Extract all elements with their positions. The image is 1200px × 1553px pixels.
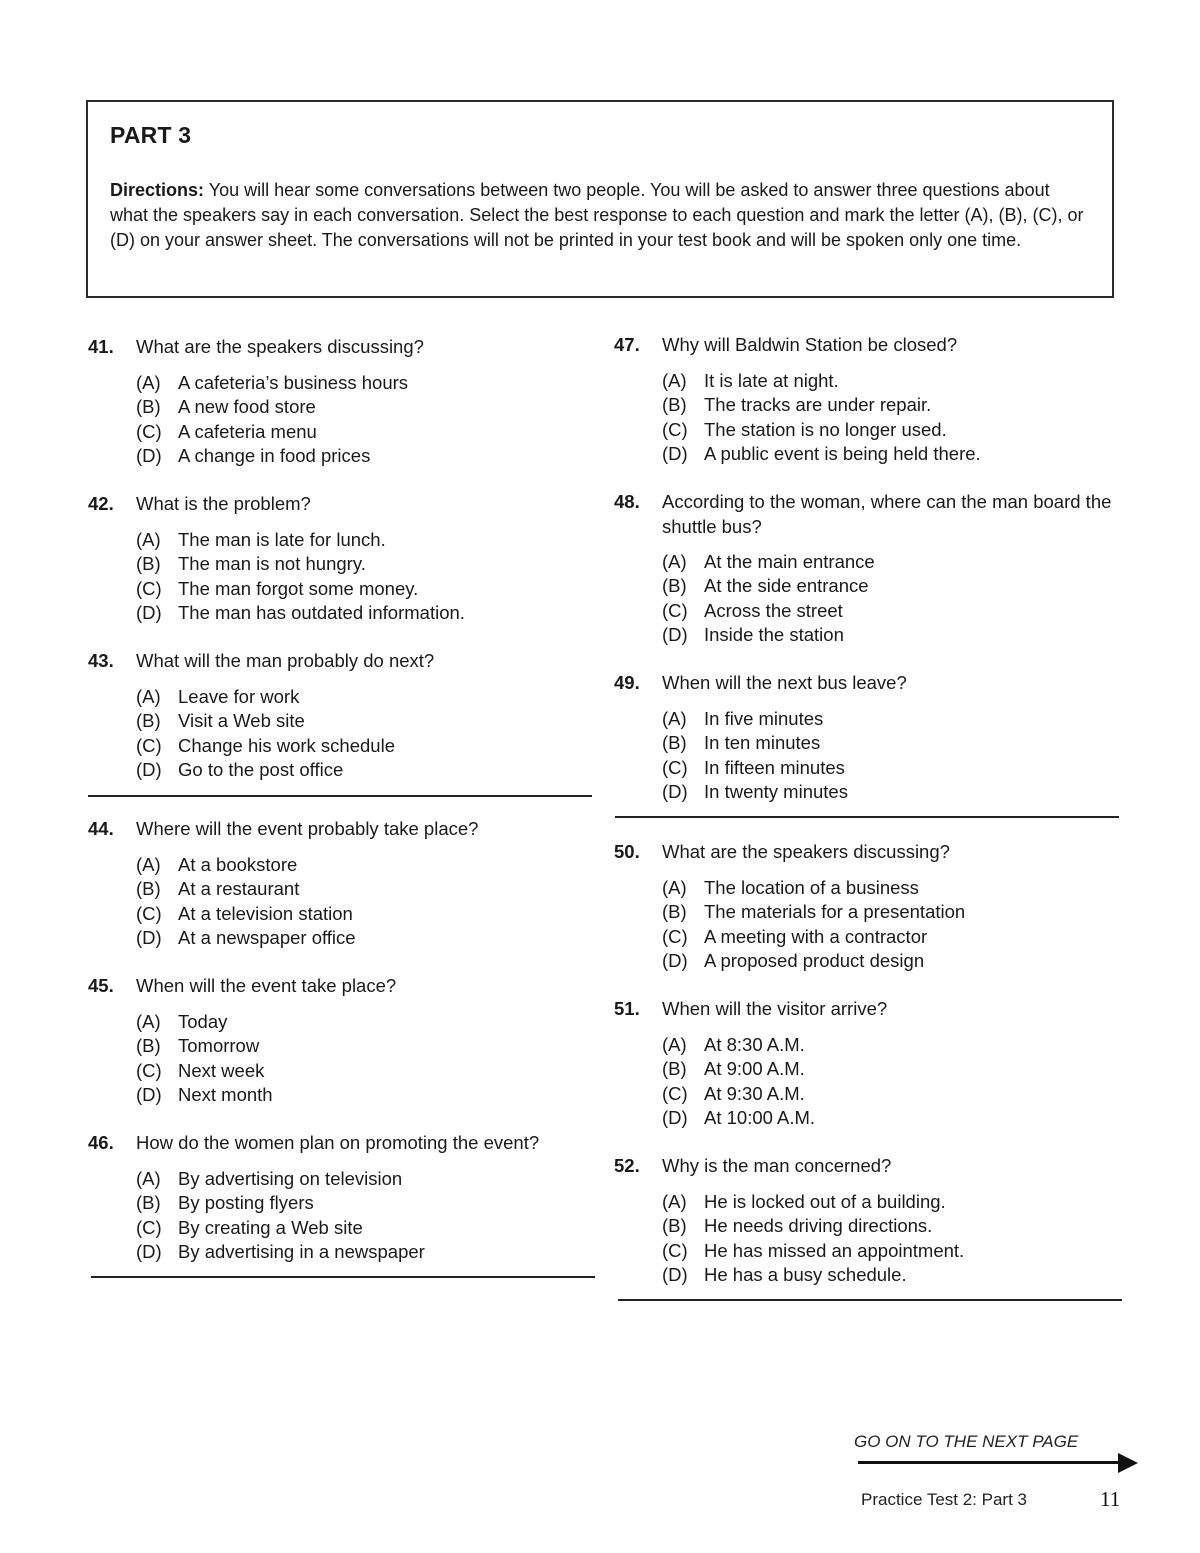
option-text: The man forgot some money. bbox=[178, 577, 419, 599]
page-number: 11 bbox=[1100, 1487, 1121, 1511]
option-letter: (B) bbox=[662, 575, 687, 597]
option-letter: (A) bbox=[136, 686, 161, 707]
directions-label: Directions: bbox=[110, 180, 205, 200]
question-text: Why is the man concerned? bbox=[662, 1155, 892, 1176]
option-text: A change in food prices bbox=[178, 444, 371, 466]
footer-label: Practice Test 2: Part 3 bbox=[861, 1490, 1027, 1509]
section-divider bbox=[618, 1299, 1122, 1301]
option-text: In fifteen minutes bbox=[704, 756, 845, 778]
option-text: At a bookstore bbox=[178, 854, 298, 875]
option-letter: (D) bbox=[662, 623, 688, 645]
option-letter: (A) bbox=[136, 1168, 161, 1189]
option-text: At a restaurant bbox=[178, 878, 300, 900]
option-text: The materials for a presentation bbox=[704, 901, 966, 923]
option-letter: (C) bbox=[662, 756, 688, 778]
option-letter: (B) bbox=[136, 553, 161, 575]
option-letter: (B) bbox=[136, 396, 161, 418]
option-letter: (A) bbox=[662, 370, 687, 391]
arrow-head-icon bbox=[1118, 1453, 1138, 1473]
option-text: He is locked out of a building. bbox=[704, 1191, 946, 1212]
option-text: He needs driving directions. bbox=[704, 1215, 933, 1237]
option-letter: (D) bbox=[662, 780, 688, 802]
option-text: Change his work schedule bbox=[178, 734, 395, 756]
option-text: A new food store bbox=[178, 396, 316, 418]
option-text: Tomorrow bbox=[178, 1035, 260, 1057]
option-text: At 9:00 A.M. bbox=[704, 1058, 805, 1080]
option-text: At the main entrance bbox=[704, 551, 875, 572]
option-text: A cafeteria’s business hours bbox=[178, 372, 409, 393]
option-text: By posting flyers bbox=[178, 1192, 314, 1214]
question-number: 43. bbox=[88, 650, 114, 671]
option-letter: (B) bbox=[136, 1192, 161, 1214]
option-letter: (A) bbox=[662, 1191, 687, 1212]
question-text: What will the man probably do next? bbox=[136, 650, 435, 671]
option-letter: (B) bbox=[662, 1215, 687, 1237]
section-divider bbox=[91, 1276, 595, 1278]
option-letter: (B) bbox=[662, 394, 687, 416]
option-text: A proposed product design bbox=[704, 949, 925, 971]
option-letter: (B) bbox=[662, 732, 687, 754]
option-letter: (C) bbox=[136, 1059, 162, 1081]
directions-body: You will hear some conversations between two people. You will be asked to answer three questions about what the speakers say in each conversation. Select the best response to each question and mark the letter (A), (B), (C), or (D) on your answer sheet. The conversations will not be printed in your test book and will be spoken only one time. bbox=[110, 180, 1084, 250]
option-text: In ten minutes bbox=[704, 732, 821, 754]
section-divider bbox=[88, 795, 592, 797]
option-letter: (D) bbox=[662, 1106, 688, 1128]
option-letter: (B) bbox=[662, 1058, 687, 1080]
question-number: 46. bbox=[88, 1132, 114, 1153]
option-text: Across the street bbox=[704, 599, 843, 621]
option-letter: (A) bbox=[662, 877, 687, 898]
option-text: He has a busy schedule. bbox=[704, 1263, 907, 1285]
option-text: By advertising in a newspaper bbox=[178, 1240, 425, 1262]
question-number: 45. bbox=[88, 975, 114, 996]
option-letter: (D) bbox=[662, 442, 688, 464]
option-text: A public event is being held there. bbox=[704, 442, 981, 464]
question-text: Why will Baldwin Station be closed? bbox=[662, 334, 958, 355]
section-divider bbox=[615, 816, 1119, 818]
option-text: A cafeteria menu bbox=[178, 420, 317, 442]
option-text: The man is not hungry. bbox=[178, 553, 366, 575]
question-number: 48. bbox=[614, 491, 640, 512]
option-letter: (D) bbox=[136, 444, 162, 466]
option-text: At 8:30 A.M. bbox=[704, 1034, 805, 1055]
question-number: 41. bbox=[88, 336, 114, 357]
option-letter: (D) bbox=[662, 1263, 688, 1285]
option-text: At 10:00 A.M. bbox=[704, 1106, 816, 1128]
question-number: 52. bbox=[614, 1155, 640, 1176]
option-letter: (D) bbox=[136, 758, 162, 780]
option-text: At a television station bbox=[178, 902, 353, 924]
option-text: Leave for work bbox=[178, 686, 300, 707]
next-page-notice: GO ON TO THE NEXT PAGE bbox=[854, 1432, 1079, 1451]
question-number: 51. bbox=[614, 998, 640, 1019]
option-letter: (B) bbox=[136, 878, 161, 900]
option-text: At a newspaper office bbox=[178, 926, 356, 948]
option-text: It is late at night. bbox=[704, 370, 839, 391]
option-letter: (D) bbox=[662, 949, 688, 971]
option-letter: (C) bbox=[136, 577, 162, 599]
option-letter: (C) bbox=[662, 1082, 688, 1104]
option-text: The man has outdated information. bbox=[178, 601, 465, 623]
option-text: The location of a business bbox=[704, 877, 919, 898]
option-text: By creating a Web site bbox=[178, 1216, 363, 1238]
option-letter: (B) bbox=[136, 710, 161, 732]
option-letter: (C) bbox=[136, 902, 162, 924]
arrow-icon bbox=[858, 1461, 1120, 1464]
option-letter: (A) bbox=[662, 708, 687, 729]
question-text: What are the speakers discussing? bbox=[136, 336, 424, 357]
part-title: PART 3 bbox=[110, 122, 192, 148]
option-letter: (A) bbox=[662, 1034, 687, 1055]
directions-box bbox=[86, 100, 1114, 298]
option-letter: (C) bbox=[662, 925, 688, 947]
option-letter: (C) bbox=[136, 420, 162, 442]
option-letter: (B) bbox=[136, 1035, 161, 1057]
question-number: 47. bbox=[614, 334, 640, 355]
question-text: According to the woman, where can the man board the shuttle bus? bbox=[662, 491, 1112, 537]
question-text: What are the speakers discussing? bbox=[662, 841, 950, 862]
option-text: In twenty minutes bbox=[704, 780, 848, 802]
option-text: The man is late for lunch. bbox=[178, 529, 386, 550]
option-text: By advertising on television bbox=[178, 1168, 403, 1189]
option-text: Visit a Web site bbox=[178, 710, 305, 732]
option-text: The station is no longer used. bbox=[704, 418, 947, 440]
option-text: At 9:30 A.M. bbox=[704, 1082, 805, 1104]
option-letter: (D) bbox=[136, 1083, 162, 1105]
question-number: 42. bbox=[88, 493, 114, 514]
option-letter: (C) bbox=[136, 1216, 162, 1238]
option-text: In five minutes bbox=[704, 708, 824, 729]
option-letter: (C) bbox=[662, 599, 688, 621]
question-text: When will the visitor arrive? bbox=[662, 998, 888, 1019]
option-letter: (C) bbox=[662, 418, 688, 440]
question-number: 49. bbox=[614, 672, 640, 693]
option-text: Next week bbox=[178, 1059, 265, 1081]
option-letter: (B) bbox=[662, 901, 687, 923]
option-text: He has missed an appointment. bbox=[704, 1239, 965, 1261]
option-text: Go to the post office bbox=[178, 758, 344, 780]
directions-text bbox=[110, 178, 1092, 253]
question-number: 50. bbox=[614, 841, 640, 862]
question-text: How do the women plan on promoting the event? bbox=[136, 1132, 540, 1153]
option-letter: (D) bbox=[136, 601, 162, 623]
option-text: Next month bbox=[178, 1083, 273, 1105]
question-text: Where will the event probably take place? bbox=[136, 818, 479, 839]
option-text: At the side entrance bbox=[704, 575, 869, 597]
option-text: The tracks are under repair. bbox=[704, 394, 932, 416]
option-letter: (A) bbox=[136, 372, 161, 393]
question-text: When will the event take place? bbox=[136, 975, 397, 996]
option-letter: (D) bbox=[136, 1240, 162, 1262]
option-letter: (A) bbox=[136, 1011, 161, 1032]
question-text: When will the next bus leave? bbox=[662, 672, 907, 693]
option-letter: (A) bbox=[136, 854, 161, 875]
option-text: Today bbox=[178, 1011, 228, 1032]
option-letter: (A) bbox=[136, 529, 161, 550]
question-text: What is the problem? bbox=[136, 493, 311, 514]
option-letter: (A) bbox=[662, 551, 687, 572]
option-letter: (C) bbox=[662, 1239, 688, 1261]
option-letter: (C) bbox=[136, 734, 162, 756]
option-text: A meeting with a contractor bbox=[704, 925, 928, 947]
option-text: Inside the station bbox=[704, 623, 844, 645]
option-letter: (D) bbox=[136, 926, 162, 948]
question-number: 44. bbox=[88, 818, 114, 839]
